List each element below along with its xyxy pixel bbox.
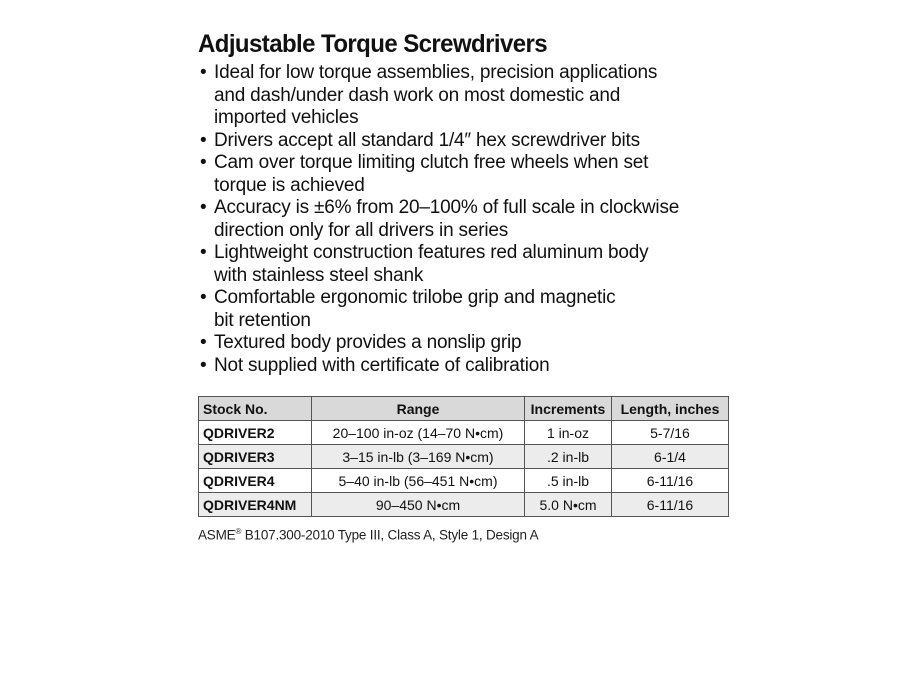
cell-range: 3–15 in-lb (3–169 N•cm)	[312, 445, 525, 469]
cell-length: 6-1/4	[612, 445, 729, 469]
header-range: Range	[312, 397, 525, 421]
cell-stock-no: QDRIVER3	[199, 445, 312, 469]
cell-range: 90–450 N•cm	[312, 493, 525, 517]
header-length: Length, inches	[612, 397, 729, 421]
cell-increments: .5 in-lb	[525, 469, 612, 493]
table-row	[199, 493, 729, 517]
feature-item: • Cam over torque limiting clutch free wheels when set torque is achieved	[200, 152, 649, 196]
page-title: Adjustable Torque Screwdrivers	[198, 30, 548, 58]
header-stock-no: Stock No.	[199, 397, 312, 421]
feature-item: • Comfortable ergonomic trilobe grip and magnetic bit retention	[200, 287, 616, 331]
table-row	[199, 421, 729, 445]
cell-range: 20–100 in-oz (14–70 N•cm)	[312, 421, 525, 445]
standard-footnote	[198, 527, 538, 543]
cell-length: 6-11/16	[612, 493, 729, 517]
cell-stock-no: QDRIVER4NM	[199, 493, 312, 517]
cell-increments: .2 in-lb	[525, 445, 612, 469]
cell-stock-no: QDRIVER2	[199, 421, 312, 445]
feature-item: • Accuracy is ±6% from 20–100% of full scale in clockwise direction only for all drivers in series	[200, 197, 680, 241]
cell-increments: 5.0 N•cm	[525, 493, 612, 517]
specs-table	[198, 396, 729, 517]
registered-mark: ®	[235, 527, 242, 536]
cell-length: 5-7/16	[612, 421, 729, 445]
table-header-row	[199, 397, 729, 421]
cell-length: 6-11/16	[612, 469, 729, 493]
table-row	[199, 445, 729, 469]
product-block	[198, 28, 758, 377]
header-increments: Increments	[525, 397, 612, 421]
feature-item: • Drivers accept all standard 1/4″ hex screwdriver bits	[200, 129, 640, 151]
footnote-text: B107.300-2010 Type III, Class A, Style 1, Design A	[241, 527, 539, 543]
footnote-prefix: ASME	[198, 527, 236, 543]
feature-item: • Lightweight construction features red aluminum body with stainless steel shank	[200, 242, 649, 286]
feature-list	[198, 62, 758, 377]
cell-stock-no: QDRIVER4	[199, 469, 312, 493]
feature-item: • Textured body provides a nonslip grip	[200, 332, 522, 353]
feature-item: • Not supplied with certificate of calibration	[200, 354, 550, 376]
feature-item: • Ideal for low torque assemblies, precision applications and dash/under dash work on most domestic and imported vehicles	[200, 62, 658, 128]
cell-increments: 1 in-oz	[525, 421, 612, 445]
cell-range: 5–40 in-lb (56–451 N•cm)	[312, 469, 525, 493]
table-row	[199, 469, 729, 493]
